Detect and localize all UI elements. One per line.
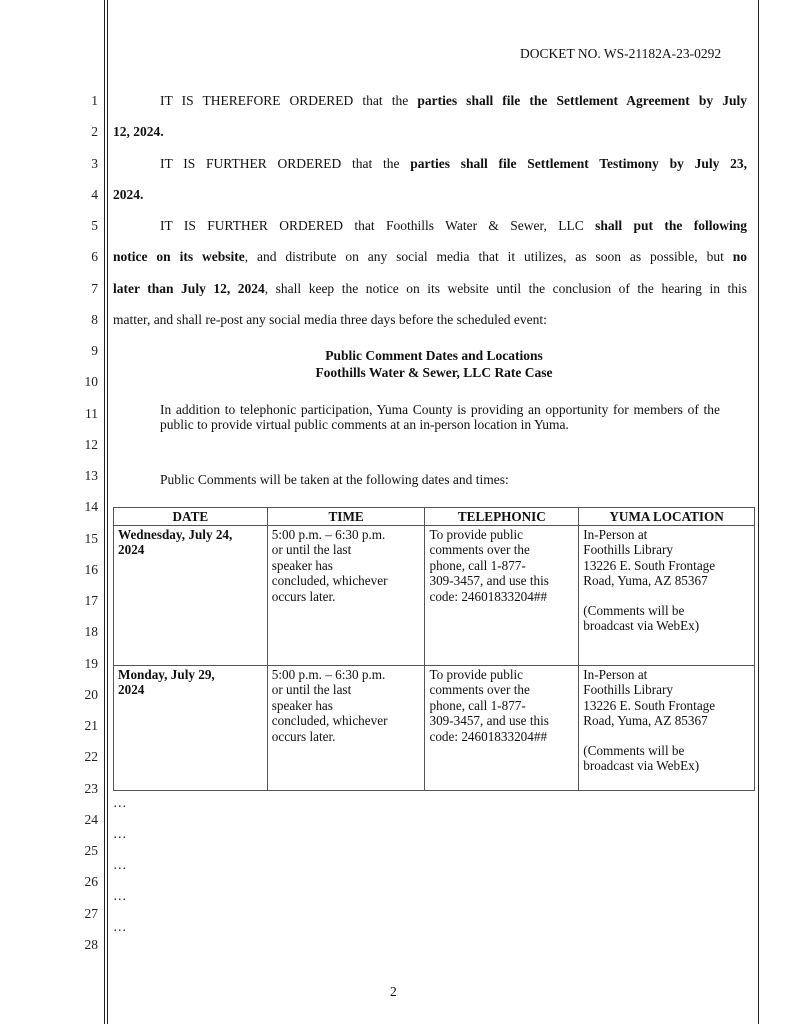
phone-text: 309-3457, and use this xyxy=(429,713,549,728)
line-number: 22 xyxy=(84,749,98,764)
phone-text: To provide public xyxy=(429,666,524,682)
order-emphasis: parties shall file Settlement Testimony by July 23, xyxy=(410,156,747,171)
line-number: 17 xyxy=(84,593,98,608)
line-number: 10 xyxy=(84,374,98,389)
time-text: 5:00 p.m. – 6:30 p.m. xyxy=(271,526,386,542)
time-text: or until the last xyxy=(271,682,352,697)
line-number: 15 xyxy=(84,531,98,546)
time-text: concluded, whichever xyxy=(271,573,388,588)
phone-text: phone, call 1-877- xyxy=(429,697,526,713)
order-settlement-testimony-line-1 xyxy=(160,156,747,172)
order-text: matter, and shall re-post any social media three days before the scheduled event: xyxy=(113,312,547,327)
order-emphasis: 12, 2024. xyxy=(113,124,164,139)
phone-text: code: 24601833204## xyxy=(429,588,548,604)
line-number: 27 xyxy=(84,906,98,921)
line-number: 21 xyxy=(84,718,98,733)
order-text: , and distribute on any social media that it utilizes, as soon as possible, but xyxy=(244,249,733,264)
time-cell xyxy=(267,665,425,790)
order-settlement-agreement-line-1 xyxy=(160,93,747,109)
date-text: Wednesday, July 24, xyxy=(118,526,233,542)
time-text: occurs later. xyxy=(271,728,336,744)
docket-number: DOCKET NO. WS-21182A-23-0292 xyxy=(520,46,722,61)
order-notice-line-1 xyxy=(160,218,747,234)
location-text: Road, Yuma, AZ 85367 xyxy=(583,573,708,588)
location-note: (Comments will be xyxy=(583,742,685,758)
ellipsis-line: … xyxy=(113,795,129,810)
order-notice-line-2 xyxy=(113,249,747,265)
order-emphasis: no xyxy=(732,249,747,264)
time-cell xyxy=(267,525,425,665)
column-header-telephonic: TELEPHONIC xyxy=(425,508,579,526)
order-emphasis: parties shall file the Settlement Agreement by July xyxy=(417,93,747,108)
date-text: Monday, July 29, xyxy=(118,666,215,682)
location-cell xyxy=(579,665,755,790)
date-cell xyxy=(114,525,268,665)
public-comment-schedule-table xyxy=(113,507,755,791)
location-note: (Comments will be xyxy=(583,602,685,618)
line-number: 18 xyxy=(84,624,98,639)
location-text: In-Person at xyxy=(583,666,648,682)
line-number: 9 xyxy=(91,343,98,358)
order-settlement-agreement-line-2 xyxy=(113,124,164,140)
location-note: broadcast via WebEx) xyxy=(583,758,700,773)
column-header-time: TIME xyxy=(267,508,425,526)
line-number: 6 xyxy=(91,249,98,264)
order-text: IT IS THEREFORE ORDERED that the xyxy=(160,93,418,108)
phone-text: comments over the xyxy=(429,682,530,697)
telephonic-cell xyxy=(425,665,579,790)
table-header-row xyxy=(114,508,755,526)
phone-text: phone, call 1-877- xyxy=(429,557,526,573)
ellipsis-line: … xyxy=(113,857,129,872)
time-text: speaker has xyxy=(271,697,333,713)
location-text: In-Person at xyxy=(583,526,648,542)
location-text: Foothills Library xyxy=(583,682,673,697)
phone-text: 309-3457, and use this xyxy=(429,573,549,588)
right-margin-rule xyxy=(758,0,759,1024)
time-text: concluded, whichever xyxy=(271,713,388,728)
order-emphasis: shall put the following xyxy=(595,218,747,233)
line-number: 2 xyxy=(91,124,98,139)
order-notice-line-4 xyxy=(113,312,547,328)
location-cell xyxy=(579,525,755,665)
line-number: 20 xyxy=(84,687,98,702)
time-text: occurs later. xyxy=(271,588,336,604)
ellipsis-line: … xyxy=(113,919,129,934)
notice-title xyxy=(113,347,755,381)
left-margin-rule-outer xyxy=(104,0,105,1024)
column-header-date: DATE xyxy=(114,508,268,526)
line-number: 8 xyxy=(91,312,98,327)
date-cell xyxy=(114,665,268,790)
page-number: 2 xyxy=(390,984,397,999)
order-text: , shall keep the notice on its website until the conclusion of the hearing in this xyxy=(264,281,747,296)
notice-title-line-1: Public Comment Dates and Locations xyxy=(325,348,543,363)
notice-lead-in: Public Comments will be taken at the following dates and times: xyxy=(160,472,509,487)
date-text: 2024 xyxy=(118,542,145,557)
line-number: 25 xyxy=(84,843,98,858)
date-text: 2024 xyxy=(118,682,145,697)
phone-text: comments over the xyxy=(429,542,530,557)
column-header-yuma-location: YUMA LOCATION xyxy=(579,508,755,526)
line-number: 26 xyxy=(84,874,98,889)
line-number: 23 xyxy=(84,781,98,796)
table-row xyxy=(114,525,755,665)
line-number: 3 xyxy=(91,156,98,171)
line-number: 1 xyxy=(91,93,98,108)
order-emphasis: notice on its website xyxy=(113,249,245,264)
line-number: 11 xyxy=(85,406,98,421)
order-text: IT IS FURTHER ORDERED that Foothills Water & Sewer, LLC xyxy=(160,218,596,233)
line-number: 14 xyxy=(84,499,98,514)
line-number: 4 xyxy=(91,187,98,202)
ellipsis-line: … xyxy=(113,826,129,841)
time-text: speaker has xyxy=(271,557,333,573)
line-number: 19 xyxy=(84,656,98,671)
order-emphasis: 2024. xyxy=(113,187,144,202)
time-text: or until the last xyxy=(271,542,352,557)
location-text: Foothills Library xyxy=(583,542,673,557)
location-note: broadcast via WebEx) xyxy=(583,618,700,633)
notice-intro: In addition to telephonic participation, Yuma County is providing an opportunity for members of the public to provide virtual public comments at an in-person location in Yuma. xyxy=(160,402,720,432)
phone-text: code: 24601833204## xyxy=(429,728,548,744)
line-number: 16 xyxy=(84,562,98,577)
location-text: Road, Yuma, AZ 85367 xyxy=(583,713,708,728)
table-row xyxy=(114,665,755,790)
ellipsis-line: … xyxy=(113,888,129,903)
spacer xyxy=(583,589,750,603)
order-settlement-testimony-line-2 xyxy=(113,187,143,203)
line-number: 5 xyxy=(91,218,98,233)
left-margin-rule-inner xyxy=(107,0,108,1024)
phone-text: To provide public xyxy=(429,526,524,542)
line-number: 7 xyxy=(91,281,98,296)
line-number: 28 xyxy=(84,937,98,952)
order-notice-line-3 xyxy=(113,281,747,297)
order-text: IT IS FURTHER ORDERED that the xyxy=(160,156,411,171)
line-number: 13 xyxy=(84,468,98,483)
notice-title-line-2: Foothills Water & Sewer, LLC Rate Case xyxy=(315,365,553,380)
order-emphasis: later than July 12, 2024 xyxy=(113,281,265,296)
location-text: 13226 E. South Frontage xyxy=(583,557,716,573)
time-text: 5:00 p.m. – 6:30 p.m. xyxy=(271,666,386,682)
line-number: 12 xyxy=(84,437,98,452)
spacer xyxy=(583,729,750,743)
line-number: 24 xyxy=(84,812,98,827)
location-text: 13226 E. South Frontage xyxy=(583,697,716,713)
telephonic-cell xyxy=(425,525,579,665)
